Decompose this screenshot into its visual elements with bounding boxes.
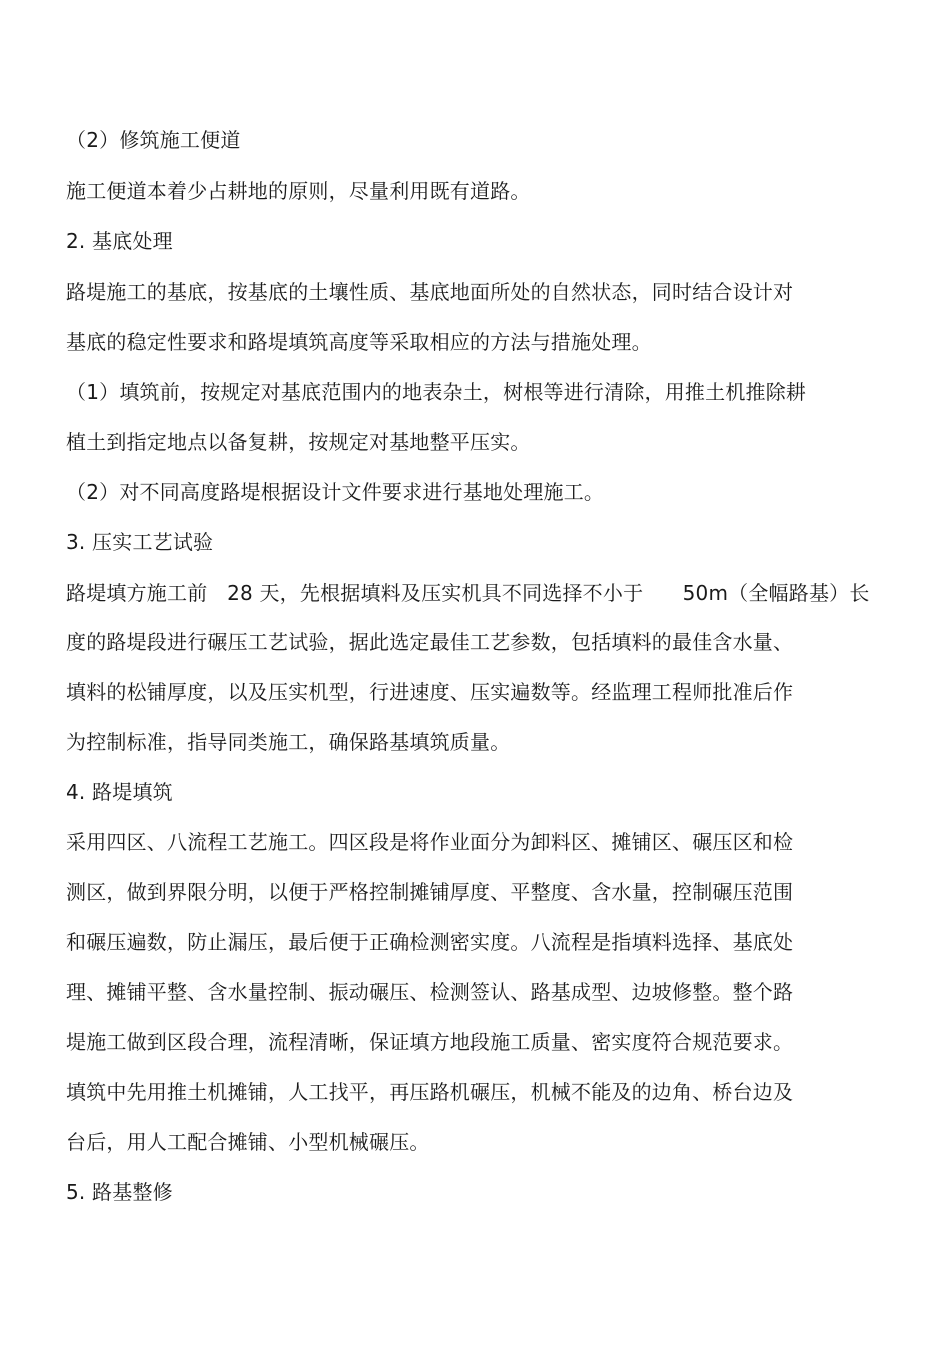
paragraph-line: 度的路堤段进行碾压工艺试验，据此选定最佳工艺参数，包括填料的最佳含水量、 [66, 630, 794, 654]
paragraph-line: 路堤施工的基底，按基底的土壤性质、基底地面所处的自然状态，同时结合设计对 [66, 280, 794, 304]
paragraph-line: 理、摊铺平整、含水量控制、振动碾压、检测签认、路基成型、边坡修整。整个路 [66, 980, 794, 1004]
paragraph-line: 采用四区、八流程工艺施工。四区段是将作业面分为卸料区、摊铺区、碾压区和检 [66, 830, 794, 854]
paragraph-line: 植土到指定地点以备复耕，按规定对基地整平压实。 [66, 430, 531, 454]
paragraph-line: 和碾压遍数，防止漏压，最后便于正确检测密实度。八流程是指填料选择、基底处 [66, 930, 794, 954]
paragraph-line: 填料的松铺厚度，以及压实机型，行进速度、压实遍数等。经监理工程师批准后作 [66, 680, 794, 704]
paragraph-line: 堤施工做到区段合理，流程清晰，保证填方地段施工质量、密实度符合规范要求。 [66, 1030, 794, 1054]
section-heading-base-treatment: 2. 基底处理 [66, 229, 173, 253]
paragraph-line: 台后，用人工配合摊铺、小型机械碾压。 [66, 1130, 430, 1154]
paragraph-line: 测区，做到界限分明，以便于严格控制摊铺厚度、平整度、含水量，控制碾压范围 [66, 880, 794, 904]
paragraph-line: 施工便道本着少占耕地的原则，尽量利用既有道路。 [66, 179, 531, 203]
paragraph-line: 填筑中先用推土机摊铺，人工找平，再压路机碾压，机械不能及的边角、桥台边及 [66, 1080, 794, 1104]
subheading-access-road: （2）修筑施工便道 [66, 128, 241, 152]
section-heading-compaction-test: 3. 压实工艺试验 [66, 530, 214, 554]
paragraph-line: （2）对不同高度路堤根据设计文件要求进行基地处理施工。 [66, 480, 605, 504]
paragraph-line: 路堤填方施工前 28 天，先根据填料及压实机具不同选择不小于 50m（全幅路基）长 [66, 581, 870, 605]
paragraph-line: （1）填筑前，按规定对基底范围内的地表杂土，树根等进行清除，用推土机推除耕 [66, 380, 807, 404]
section-heading-embankment-filling: 4. 路堤填筑 [66, 780, 173, 804]
paragraph-line: 基底的稳定性要求和路堤填筑高度等采取相应的方法与措施处理。 [66, 330, 652, 354]
section-heading-subgrade-dressing: 5. 路基整修 [66, 1180, 173, 1204]
paragraph-line: 为控制标准，指导同类施工，确保路基填筑质量。 [66, 730, 511, 754]
